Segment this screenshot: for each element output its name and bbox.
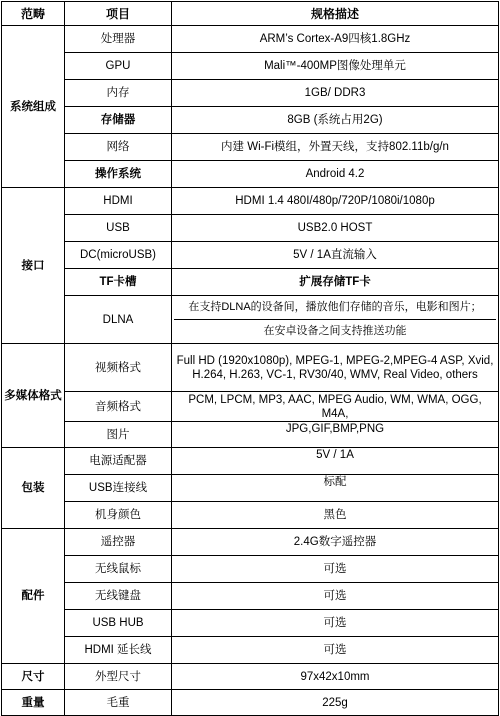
table-row [2,215,499,242]
item-cell: 存储器 [65,107,172,134]
item-cell: 外型尺寸 [65,664,172,690]
desc-cell: 可选 [172,637,499,664]
header-description: 规格描述 [172,2,499,26]
category-size: 尺寸 [2,664,65,690]
desc-cell: 可选 [172,583,499,610]
table-row [2,26,499,53]
item-cell: 内存 [65,80,172,107]
item-cell: 毛重 [65,690,172,716]
table-row [2,53,499,80]
dlna-line-2: 在安卓设备之间支持推送功能 [263,325,407,337]
desc-cell: ARM’s Cortex-A9四核1.8GHz [172,26,499,53]
desc-cell: 1GB/ DDR3 [172,80,499,107]
table-row [2,583,499,610]
table-row [2,610,499,637]
desc-cell: 可选 [172,610,499,637]
item-cell: 视频格式 [65,344,172,392]
category-weight: 重量 [2,690,65,716]
desc-cell: 标配 [172,475,499,502]
desc-cell: 5V / 1A [172,448,499,475]
desc-cell: Android 4.2 [172,161,499,188]
desc-cell: 97x42x10mm [172,664,499,690]
spec-table [1,1,499,716]
item-cell: 机身颜色 [65,502,172,529]
table-row [2,556,499,583]
table-row [2,422,499,448]
table-row [2,242,499,269]
table-row [2,529,499,556]
item-cell: 无线鼠标 [65,556,172,583]
table-row [2,475,499,502]
item-cell: 电源适配器 [65,448,172,475]
desc-cell: 黑色 [172,502,499,529]
table-row [2,188,499,215]
item-cell: GPU [65,53,172,80]
category-system: 系统组成 [2,26,65,188]
table-row [2,664,499,690]
dlna-line-1: 在支持DLNA的设备间，播放他们存储的音乐，电影和图片； [174,296,496,320]
table-row [2,296,499,344]
desc-cell: Full HD (1920x1080p), MPEG-1, MPEG-2,MPEG-4 ASP, Xvid, H.264, H.263, VC-1, RV30/40, WMV, Real Video, others [172,344,499,392]
item-cell: 音频格式 [65,392,172,422]
header-item: 项目 [65,2,172,26]
table-row [2,448,499,475]
item-cell: HDMI 延长线 [65,637,172,664]
category-package: 包装 [2,448,65,529]
category-accessories: 配件 [2,529,65,664]
item-cell: 遥控器 [65,529,172,556]
item-cell: USB [65,215,172,242]
desc-cell-dlna [172,296,499,344]
desc-cell: 扩展存储TF卡 [172,269,499,296]
desc-cell: 8GB (系统占用2G) [172,107,499,134]
item-cell: USB连接线 [65,475,172,502]
table-row [2,107,499,134]
item-cell-dlna: DLNA [65,296,172,344]
table-row [2,637,499,664]
desc-cell: USB2.0 HOST [172,215,499,242]
table-row [2,502,499,529]
table-row [2,344,499,392]
table-row [2,161,499,188]
item-cell: TF卡槽 [65,269,172,296]
desc-cell: HDMI 1.4 480I/480p/720P/1080i/1080p [172,188,499,215]
desc-cell: 5V / 1A直流输入 [172,242,499,269]
header-category: 范畴 [2,2,65,26]
category-media: 多媒体格式 [2,344,65,448]
item-cell: HDMI [65,188,172,215]
table-row [2,690,499,716]
category-interface: 接口 [2,188,65,344]
desc-cell: PCM, LPCM, MP3, AAC, MPEG Audio, WM, WMA, OGG, M4A, [172,392,499,422]
item-cell: USB HUB [65,610,172,637]
item-cell: 网络 [65,134,172,161]
item-cell: 图片 [65,422,172,448]
table-row [2,80,499,107]
table-row [2,134,499,161]
desc-cell: 内建 Wi-Fi模组，外置天线，支持802.11b/g/n [172,134,499,161]
item-cell: 操作系统 [65,161,172,188]
item-cell: 处理器 [65,26,172,53]
item-cell: DC(microUSB) [65,242,172,269]
desc-cell: JPG,GIF,BMP,PNG [172,422,499,448]
desc-cell: 225g [172,690,499,716]
desc-cell: 2.4G数字遥控器 [172,529,499,556]
table-row [2,392,499,422]
desc-cell: 可选 [172,556,499,583]
header-row [2,2,499,26]
item-cell: 无线键盘 [65,583,172,610]
table-row [2,269,499,296]
desc-cell: Mali™-400MP图像处理单元 [172,53,499,80]
